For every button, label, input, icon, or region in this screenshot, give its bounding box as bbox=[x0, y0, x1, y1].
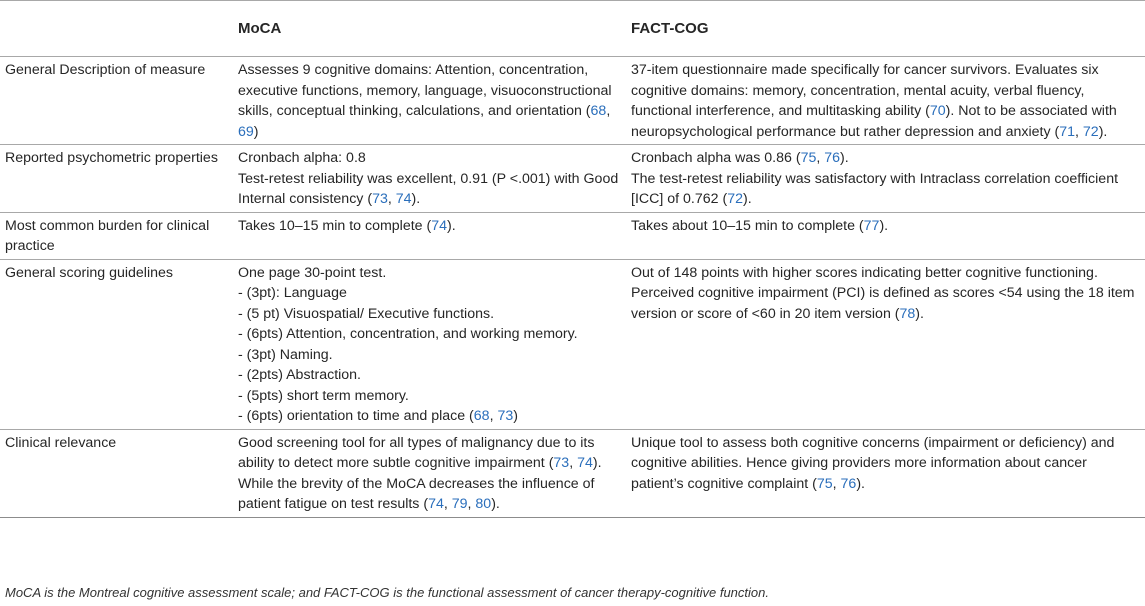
table-footnote: MoCA is the Montreal cognitive assessment scale; and FACT-COG is the functional assessment of cancer therapy-cognitive function. bbox=[5, 585, 769, 600]
fact-cog-cell bbox=[626, 212, 1145, 259]
citation-link[interactable]: 79 bbox=[451, 496, 468, 512]
citation-link[interactable]: 70 bbox=[929, 103, 946, 119]
moca-cell-line: - (3pt) Naming. bbox=[238, 346, 333, 363]
fact-cog-cell bbox=[626, 57, 1145, 145]
citation-link[interactable]: 68 bbox=[590, 103, 607, 119]
moca-cell bbox=[233, 429, 626, 517]
table-row bbox=[0, 429, 1145, 517]
moca-cell bbox=[233, 57, 626, 145]
header-empty-cell bbox=[0, 1, 233, 57]
citation-link[interactable]: 76 bbox=[840, 475, 857, 492]
header-row bbox=[0, 1, 1145, 57]
fact-cog-cell bbox=[626, 145, 1145, 213]
row-label: General scoring guidelines bbox=[0, 259, 233, 429]
moca-cell-line: Cronbach alpha: 0.8 bbox=[238, 150, 366, 166]
moca-cell-line: Takes 10–15 min to complete (74). bbox=[238, 217, 456, 234]
header-moca: MoCA bbox=[233, 1, 626, 57]
citation-link[interactable]: 71 bbox=[1059, 123, 1076, 140]
row-label: Reported psychometric properties bbox=[0, 145, 233, 213]
fact-cog-cell-line: Cronbach alpha was 0.86 (75, 76). bbox=[631, 150, 849, 166]
table-row bbox=[0, 259, 1145, 429]
moca-cell-line: - (5pts) short term memory. bbox=[238, 387, 409, 404]
moca-cell-line: - (2pts) Abstraction. bbox=[238, 367, 362, 383]
moca-cell-line: Good screening tool for all types of malignancy due to its ability to detect more subtle cognitive impairment (73, 74). bbox=[238, 434, 602, 471]
citation-link[interactable]: 74 bbox=[428, 496, 444, 512]
moca-cell-line: - (6pts) orientation to time and place (68, 73) bbox=[238, 408, 518, 424]
citation-link[interactable]: 68 bbox=[473, 408, 490, 424]
citation-link[interactable]: 74 bbox=[431, 217, 447, 234]
table-row bbox=[0, 145, 1145, 213]
moca-cell bbox=[233, 145, 626, 213]
row-label: Most common burden for clinical practice bbox=[0, 212, 233, 259]
citation-link[interactable]: 72 bbox=[1082, 123, 1099, 140]
citation-link[interactable]: 78 bbox=[899, 305, 916, 322]
citation-link[interactable]: 73 bbox=[553, 455, 570, 471]
moca-cell-line: While the brevity of the MoCA decreases the influence of patient fatigue on test results (74, 79, 80). bbox=[238, 475, 595, 512]
moca-cell-line: - (5 pt) Visuospatial/ Executive functions. bbox=[238, 305, 495, 322]
moca-cell bbox=[233, 212, 626, 259]
moca-cell bbox=[233, 259, 626, 429]
citation-link[interactable]: 76 bbox=[824, 150, 841, 166]
moca-cell-line: Test-retest reliability was excellent, 0.91 (P <.001) with Good Internal consistency (73, 74). bbox=[238, 170, 619, 207]
table-row bbox=[0, 57, 1145, 145]
citation-link[interactable]: 75 bbox=[800, 150, 817, 166]
citation-link[interactable]: 73 bbox=[497, 408, 514, 424]
row-label: Clinical relevance bbox=[0, 429, 233, 517]
fact-cog-cell bbox=[626, 429, 1145, 517]
citation-link[interactable]: 74 bbox=[577, 455, 593, 471]
fact-cog-cell-line: 37-item questionnaire made specifically for cancer survivors. Evaluates six cognitive domains: memory, concentration, mental acuity, verbal fluency, functional interference, and multitasking ability (70). Not to be associated with neuropsychological performance but rather depression and anxiety (71, 72). bbox=[631, 62, 1117, 140]
moca-cell-line: Assesses 9 cognitive domains: Attention, concentration, executive functions, memory, language, visuoconstructional skills, conceptual thinking, calculations, and orientation (68, 69) bbox=[238, 62, 612, 140]
table-body bbox=[0, 57, 1145, 518]
moca-cell-line: One page 30-point test. bbox=[238, 264, 387, 281]
moca-cell-line: - (3pt): Language bbox=[238, 285, 347, 301]
table-header bbox=[0, 1, 1145, 57]
fact-cog-cell-line: Unique tool to assess both cognitive concerns (impairment or deficiency) and cognitive abilities. Hence giving providers more information about cancer patient’s cognitive complaint (75, 76). bbox=[631, 434, 1115, 492]
citation-link[interactable]: 69 bbox=[238, 123, 254, 140]
fact-cog-cell-line: Out of 148 points with higher scores indicating better cognitive functioning. Perceived cognitive impairment (PCI) is defined as scores <54 using the 18 item version or score of <60 in 20 item version (78). bbox=[631, 264, 1135, 322]
table-row bbox=[0, 212, 1145, 259]
citation-link[interactable]: 80 bbox=[475, 496, 492, 512]
moca-cell-line: - (6pts) Attention, concentration, and working memory. bbox=[238, 326, 578, 342]
fact-cog-cell-line: The test-retest reliability was satisfactory with Intraclass correlation coefficient [ICC] of 0.762 (72). bbox=[631, 170, 1119, 207]
citation-link[interactable]: 75 bbox=[816, 475, 833, 492]
fact-cog-cell bbox=[626, 259, 1145, 429]
citation-link[interactable]: 74 bbox=[395, 191, 412, 207]
citation-link[interactable]: 73 bbox=[372, 191, 388, 207]
header-fact-cog: FACT-COG bbox=[626, 1, 1145, 57]
citation-link[interactable]: 77 bbox=[863, 217, 880, 234]
fact-cog-cell-line: Takes about 10–15 min to complete (77). bbox=[631, 217, 889, 234]
row-label: General Description of measure bbox=[0, 57, 233, 145]
citation-link[interactable]: 72 bbox=[727, 191, 743, 207]
